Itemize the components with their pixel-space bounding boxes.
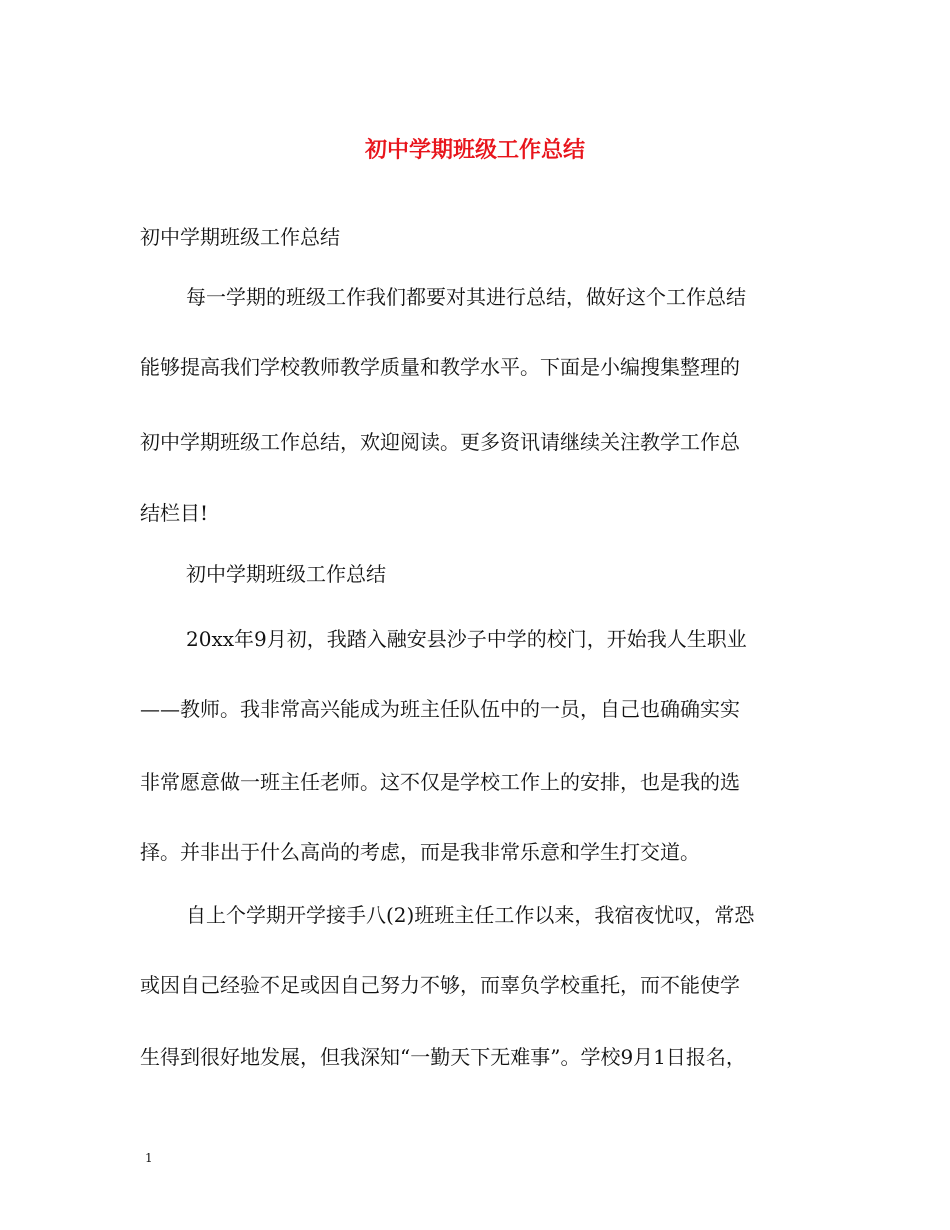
paragraph-line: 或因自己经验不足或因自己努力不够，而辜负学校重托，而不能使学 (140, 973, 740, 997)
paragraph-line: 择。并非出于什么高尚的考虑，而是我非常乐意和学生打交道。 (140, 840, 700, 864)
document-title: 初中学期班级工作总结 (364, 137, 585, 163)
page-number: 1 (145, 1151, 153, 1165)
section-heading: 初中学期班级工作总结 (186, 562, 386, 586)
paragraph-line: 能够提高我们学校教师教学质量和教学水平。下面是小编搜集整理的 (140, 355, 740, 379)
paragraph-line: 每一学期的班级工作我们都要对其进行总结，做好这个工作总结 (186, 285, 746, 309)
subtitle-line: 初中学期班级工作总结 (140, 225, 340, 249)
paragraph-line: 非常愿意做一班主任老师。这不仅是学校工作上的安排，也是我的选 (140, 770, 740, 794)
paragraph-line: 结栏目! (140, 501, 209, 525)
paragraph-line: 20xx年9月初，我踏入融安县沙子中学的校门，开始我人生职业 (186, 627, 747, 651)
paragraph-line: 生得到很好地发展，但我深知“一勤天下无难事”。学校9月1日报名， (140, 1045, 746, 1069)
paragraph-line: 初中学期班级工作总结，欢迎阅读。更多资讯请继续关注教学工作总 (140, 430, 740, 454)
paragraph-line: 自上个学期开学接手八(2)班班主任工作以来，我宿夜忧叹，常恐 (186, 903, 755, 927)
paragraph-line: ——教师。我非常高兴能成为班主任队伍中的一员，自己也确确实实 (140, 697, 740, 721)
